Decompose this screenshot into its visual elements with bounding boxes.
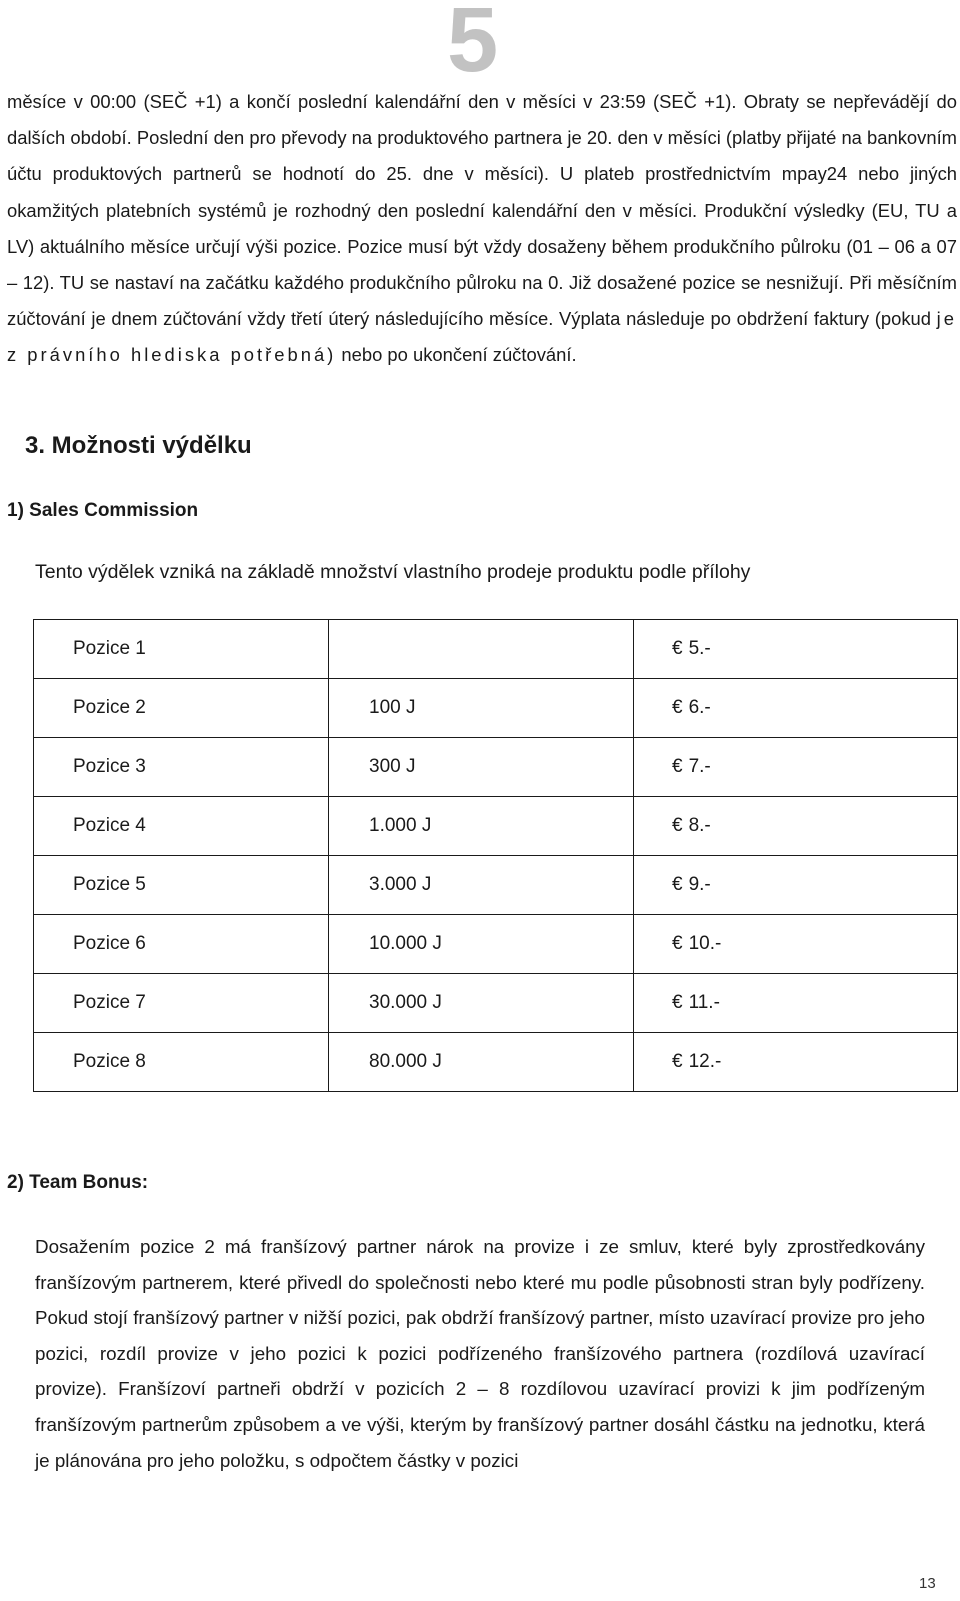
table-row <box>34 856 958 915</box>
commission-table <box>33 619 958 1092</box>
position-cell: Pozice 7 <box>34 974 329 1033</box>
euro-icon: € <box>672 1051 683 1072</box>
amount-cell <box>634 679 958 738</box>
threshold-cell: 1.000 J <box>329 797 634 856</box>
threshold-cell: 10.000 J <box>329 915 634 974</box>
euro-icon: € <box>672 992 683 1013</box>
amount-value: 7.- <box>688 756 711 777</box>
intro-text-spaced: je z právního hlediska potřebná) <box>7 308 957 366</box>
chapter-number: 5 <box>447 0 499 91</box>
amount-value: 10.- <box>688 933 722 954</box>
amount-value: 11.- <box>688 992 720 1013</box>
table-row <box>34 974 958 1033</box>
sales-commission-heading: 1) Sales Commission <box>7 500 199 521</box>
threshold-cell: 30.000 J <box>329 974 634 1033</box>
amount-value: 12.- <box>688 1051 722 1072</box>
amount-value: 8.- <box>688 815 711 836</box>
table-row <box>34 1033 958 1092</box>
amount-value: 5.- <box>688 638 711 659</box>
amount-value: 6.- <box>688 697 711 718</box>
section-heading: 3. Možnosti výdělku <box>25 432 252 459</box>
amount-value: 9.- <box>688 874 711 895</box>
team-bonus-heading: 2) Team Bonus: <box>7 1172 149 1193</box>
position-cell: Pozice 1 <box>34 620 329 679</box>
amount-cell <box>634 797 958 856</box>
threshold-cell: 100 J <box>329 679 634 738</box>
threshold-cell <box>329 620 634 679</box>
amount-cell <box>634 738 958 797</box>
position-cell: Pozice 4 <box>34 797 329 856</box>
amount-cell <box>634 974 958 1033</box>
team-bonus-description: Dosažením pozice 2 má franšízový partner nárok na provize i ze smluv, které byly zprostředkovány franšízovým partnerem, které přivedl do společnosti nebo které mu podle působnosti stran byly podřízeny. Pokud stojí franšízový partner v nižší pozici, pak obdrží franšízový partner, místo uzavírací provize pro jeho pozici, rozdíl provize v jeho pozici k pozici podřízeného franšízového partnera (rozdílová uzavírací provize). Franšízoví partneři obdrží v pozicích 2 – 8 rozdílovou uzavírací provizi k jim podřízeným franšízovým partnerům způsobem a ve výši, kterým by franšízový partner dosáhl částku na jednotku, která je plánována pro jeho položku, s odpočtem částky v pozici <box>35 1236 925 1471</box>
amount-cell <box>634 915 958 974</box>
sales-commission-description: Tento výdělek vzniká na základě množství vlastního prodeje produktu podle přílohy <box>35 561 751 583</box>
table-row <box>34 679 958 738</box>
intro-paragraph <box>7 84 957 374</box>
intro-text-after: nebo po ukončení zúčtování. <box>336 344 577 366</box>
table-row <box>34 620 958 679</box>
position-cell: Pozice 5 <box>34 856 329 915</box>
position-cell: Pozice 3 <box>34 738 329 797</box>
threshold-cell: 3.000 J <box>329 856 634 915</box>
table-row <box>34 738 958 797</box>
amount-cell <box>634 620 958 679</box>
threshold-cell: 80.000 J <box>329 1033 634 1092</box>
euro-icon: € <box>672 697 683 718</box>
threshold-cell: 300 J <box>329 738 634 797</box>
position-cell: Pozice 6 <box>34 915 329 974</box>
position-cell: Pozice 8 <box>34 1033 329 1092</box>
table-row <box>34 797 958 856</box>
euro-icon: € <box>672 756 683 777</box>
commission-table-body <box>34 620 958 1092</box>
position-cell: Pozice 2 <box>34 679 329 738</box>
intro-text-before: měsíce v 00:00 (SEČ +1) a končí poslední kalendářní den v měsíci v 23:59 (SEČ +1). Obraty se nepřevádějí do dalších období. Poslední den pro převody na produktového partnera je 20. den v měsíci (platby přijaté na bankovním účtu produktových partnerů se hodnotí do 25. dne v měsíci). U plateb prostřednictvím mpay24 nebo jiných okamžitých platebních systémů je rozhodný den poslední kalendářní den v měsíci. Produkční výsledky (EU, TU a LV) aktuálního měsíce určují výši pozice. Pozice musí být vždy dosaženy během produkčního půlroku (01 – 06 a 07 – 12). TU se nastaví na začátku každého produkčního půlroku na 0. Již dosažené pozice se nesnižují. Při měsíčním zúčtování je dnem zúčtování vždy třetí úterý následujícího měsíce. Výplata následuje po obdržení faktury (pokud <box>7 91 957 330</box>
euro-icon: € <box>672 638 683 659</box>
euro-icon: € <box>672 815 683 836</box>
euro-icon: € <box>672 933 683 954</box>
page-number: 13 <box>919 1575 936 1592</box>
table-row <box>34 915 958 974</box>
euro-icon: € <box>672 874 683 895</box>
amount-cell <box>634 856 958 915</box>
amount-cell <box>634 1033 958 1092</box>
